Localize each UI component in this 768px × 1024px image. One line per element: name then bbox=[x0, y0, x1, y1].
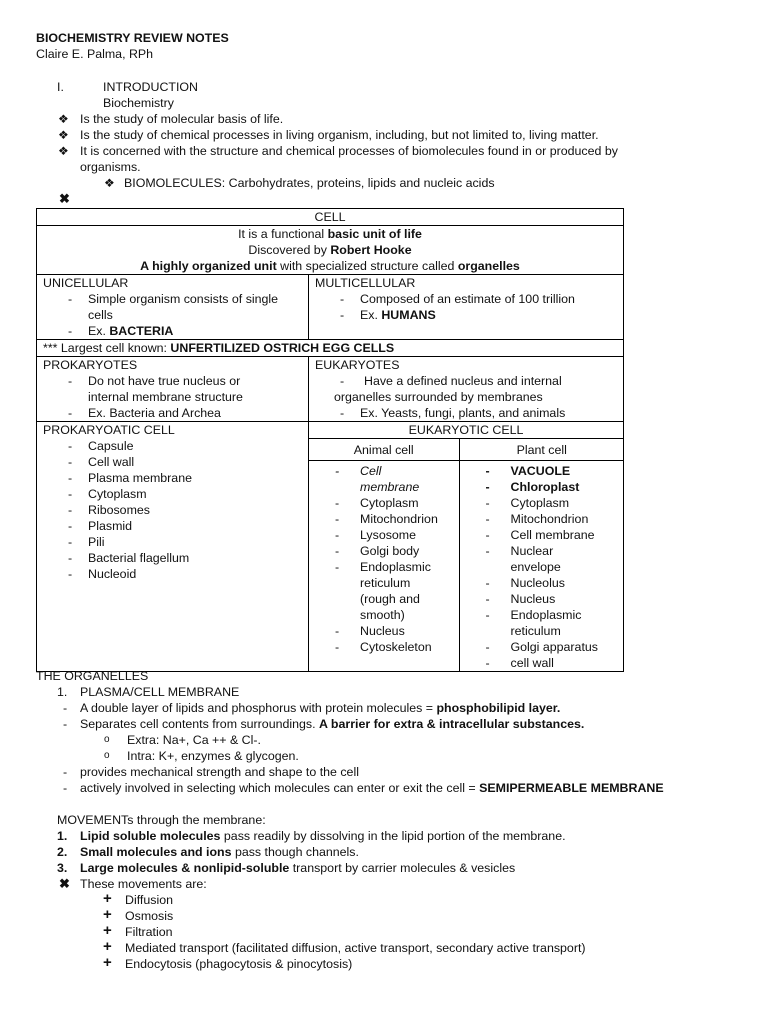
list-item: - Cell membrane bbox=[460, 527, 625, 543]
movement-number: 1. bbox=[57, 829, 68, 843]
diamond-bullet-icon: ❖ bbox=[104, 176, 115, 190]
multicellular-heading: MULTICELLULAR bbox=[315, 276, 416, 290]
list-item: - Simple organism consists of single bbox=[43, 291, 308, 307]
prokaryotic-cell-column bbox=[37, 422, 309, 672]
list-item-continuation: internal membrane structure bbox=[88, 390, 243, 404]
cell-table-title: CELL bbox=[37, 209, 624, 226]
subheading-biochemistry: Biochemistry bbox=[103, 96, 174, 110]
movements-intro: These movements are: bbox=[80, 877, 207, 891]
eukaryotic-cell-heading: EUKARYOTIC CELL bbox=[309, 422, 623, 439]
list-item: - Nucleus bbox=[460, 591, 625, 607]
plus-bullet-icon: + bbox=[103, 890, 112, 907]
list-item: membrane bbox=[360, 480, 420, 494]
biomolecules-label: BIOMOLECULES: bbox=[124, 176, 226, 190]
movement-type: Mediated transport (facilitated diffusion, active transport, secondary active transport) bbox=[125, 941, 586, 955]
list-item: - Ex. Bacteria and Archea bbox=[43, 405, 308, 421]
plant-cell-heading: Plant cell bbox=[459, 439, 624, 461]
list-item: - Plasma membrane bbox=[43, 470, 308, 486]
list-item: - Mitochondrion bbox=[460, 511, 625, 527]
intra-ions: Intra: K+, enzymes & glycogen. bbox=[127, 749, 299, 763]
plant-cell-list bbox=[459, 461, 624, 672]
cell-definition: It is a functional basic unit of life Discovered by Robert Hooke A highly organized unit with specialized structure called organelles bbox=[37, 226, 624, 275]
dash-bullet: - bbox=[63, 717, 68, 731]
list-item: - Nucleolus bbox=[460, 575, 625, 591]
membrane-point: Separates cell contents from surroundings. A barrier for extra & intracellular substances. bbox=[80, 717, 585, 731]
movement-number: 3. bbox=[57, 861, 68, 875]
list-item: - Nuclear bbox=[460, 543, 625, 559]
movements-heading: MOVEMENTs through the membrane: bbox=[57, 813, 266, 827]
cross-bullet-icon: ✖ bbox=[59, 191, 70, 206]
list-item: - Bacterial flagellum bbox=[43, 550, 308, 566]
unicellular-cell bbox=[37, 275, 309, 340]
plus-bullet-icon: + bbox=[103, 922, 112, 939]
list-item: - Have a defined nucleus and internal bbox=[315, 373, 623, 389]
list-item: - Cytoskeleton bbox=[309, 639, 459, 655]
circle-bullet: o bbox=[104, 750, 110, 761]
list-item: - Cell wall bbox=[43, 454, 308, 470]
document-title: BIOCHEMISTRY REVIEW NOTES bbox=[36, 31, 229, 45]
list-item: - Ex. BACTERIA bbox=[43, 323, 308, 339]
list-item: (rough and bbox=[360, 592, 420, 606]
list-item: - VACUOLE bbox=[460, 463, 625, 479]
list-item: - Do not have true nucleus or bbox=[43, 373, 308, 389]
movement-item: Small molecules and ions pass though channels. bbox=[80, 845, 359, 859]
movement-type: Filtration bbox=[125, 925, 173, 939]
membrane-point: actively involved in selecting which molecules can enter or exit the cell = SEMIPERMEABLE MEMBRANE bbox=[80, 781, 664, 795]
intro-bullet: It is concerned with the structure and chemical processes of biomolecules found in or produced by bbox=[80, 144, 618, 158]
organelle-plasma-membrane: PLASMA/CELL MEMBRANE bbox=[80, 685, 240, 699]
intro-bullet: Is the study of chemical processes in living organism, including, but not limited to, living matter. bbox=[80, 128, 599, 142]
list-item: - Cytoplasm bbox=[309, 495, 459, 511]
movement-item: Lipid soluble molecules pass readily by dissolving in the lipid portion of the membrane. bbox=[80, 829, 566, 843]
section-numeral: I. bbox=[57, 80, 64, 94]
plus-bullet-icon: + bbox=[103, 938, 112, 955]
prokaryotic-cell-heading: PROKARYOATIC CELL bbox=[43, 423, 175, 437]
organelles-heading: THE ORGANELLES bbox=[36, 669, 149, 683]
movement-type: Endocytosis (phagocytosis & pinocytosis) bbox=[125, 957, 353, 971]
animal-cell-list bbox=[309, 461, 459, 672]
list-item: reticulum bbox=[510, 624, 561, 638]
intro-bullet: Is the study of molecular basis of life. bbox=[80, 112, 284, 126]
prokaryotes-heading: PROKARYOTES bbox=[43, 358, 138, 372]
extra-ions: Extra: Na+, Ca ++ & Cl-. bbox=[127, 733, 261, 747]
movement-type: Diffusion bbox=[125, 893, 173, 907]
prokaryotes-cell bbox=[37, 357, 309, 422]
list-item: - Cell bbox=[309, 463, 459, 479]
dash-bullet: - bbox=[63, 765, 68, 779]
list-item: envelope bbox=[510, 560, 561, 574]
list-item-continuation: organelles surrounded by membranes bbox=[334, 390, 543, 404]
list-item: - cell wall bbox=[460, 655, 625, 671]
animal-cell-heading: Animal cell bbox=[309, 439, 459, 461]
list-item: - Chloroplast bbox=[460, 479, 625, 495]
dash-bullet: - bbox=[63, 781, 68, 795]
list-item: - Ex. HUMANS bbox=[315, 307, 623, 323]
list-item: - Golgi body bbox=[309, 543, 459, 559]
movement-item: Large molecules & nonlipid-soluble transport by carrier molecules & vesicles bbox=[80, 861, 516, 875]
diamond-bullet-icon: ❖ bbox=[58, 112, 69, 126]
eukaryotic-cell-column bbox=[309, 422, 624, 672]
list-item: - Lysosome bbox=[309, 527, 459, 543]
biomolecules-text: Carbohydrates, proteins, lipids and nucleic acids bbox=[228, 176, 495, 190]
cross-bullet-icon: ✖ bbox=[59, 876, 70, 891]
list-item: - Composed of an estimate of 100 trillion bbox=[315, 291, 623, 307]
diamond-bullet-icon: ❖ bbox=[58, 144, 69, 158]
unicellular-heading: UNICELLULAR bbox=[43, 276, 129, 290]
list-item: - Endoplasmic bbox=[309, 559, 459, 575]
list-item: - Ribosomes bbox=[43, 502, 308, 518]
plus-bullet-icon: + bbox=[103, 954, 112, 971]
list-item: - Mitochondrion bbox=[309, 511, 459, 527]
largest-cell-row: *** Largest cell known: UNFERTILIZED OSTRICH EGG CELLS bbox=[37, 340, 624, 357]
list-item: smooth) bbox=[360, 608, 405, 622]
cell-table bbox=[36, 208, 624, 672]
plus-bullet-icon: + bbox=[103, 906, 112, 923]
dash-bullet: - bbox=[63, 701, 68, 715]
list-item: - Endoplasmic bbox=[460, 607, 625, 623]
multicellular-cell bbox=[309, 275, 624, 340]
eukaryotes-cell bbox=[309, 357, 624, 422]
list-item: - Nucleus bbox=[309, 623, 459, 639]
section-heading-introduction: INTRODUCTION bbox=[103, 80, 198, 94]
list-item: - Golgi apparatus bbox=[460, 639, 625, 655]
biomolecules-line bbox=[124, 175, 495, 191]
movement-type: Osmosis bbox=[125, 909, 174, 923]
diamond-bullet-icon: ❖ bbox=[58, 128, 69, 142]
circle-bullet: o bbox=[104, 734, 110, 745]
movement-number: 2. bbox=[57, 845, 68, 859]
list-item-continuation: cells bbox=[88, 308, 113, 322]
list-item: reticulum bbox=[360, 576, 411, 590]
membrane-point: A double layer of lipids and phosphorus with protein molecules = phosphobilipid layer. bbox=[80, 701, 561, 715]
list-item: - Capsule bbox=[43, 438, 308, 454]
organelle-number: 1. bbox=[57, 685, 68, 699]
list-item: - Pili bbox=[43, 534, 308, 550]
list-item: - Nucleoid bbox=[43, 566, 308, 582]
list-item: - Plasmid bbox=[43, 518, 308, 534]
list-item: - Ex. Yeasts, fungi, plants, and animals bbox=[315, 405, 623, 421]
intro-bullet-continuation: organisms. bbox=[80, 160, 141, 174]
author: Claire E. Palma, RPh bbox=[36, 47, 154, 61]
eukaryotic-subtable bbox=[309, 439, 624, 671]
membrane-point: provides mechanical strength and shape to the cell bbox=[80, 765, 359, 779]
eukaryotes-heading: EUKARYOTES bbox=[315, 358, 400, 372]
list-item: - Cytoplasm bbox=[43, 486, 308, 502]
list-item: - Cytoplasm bbox=[460, 495, 625, 511]
